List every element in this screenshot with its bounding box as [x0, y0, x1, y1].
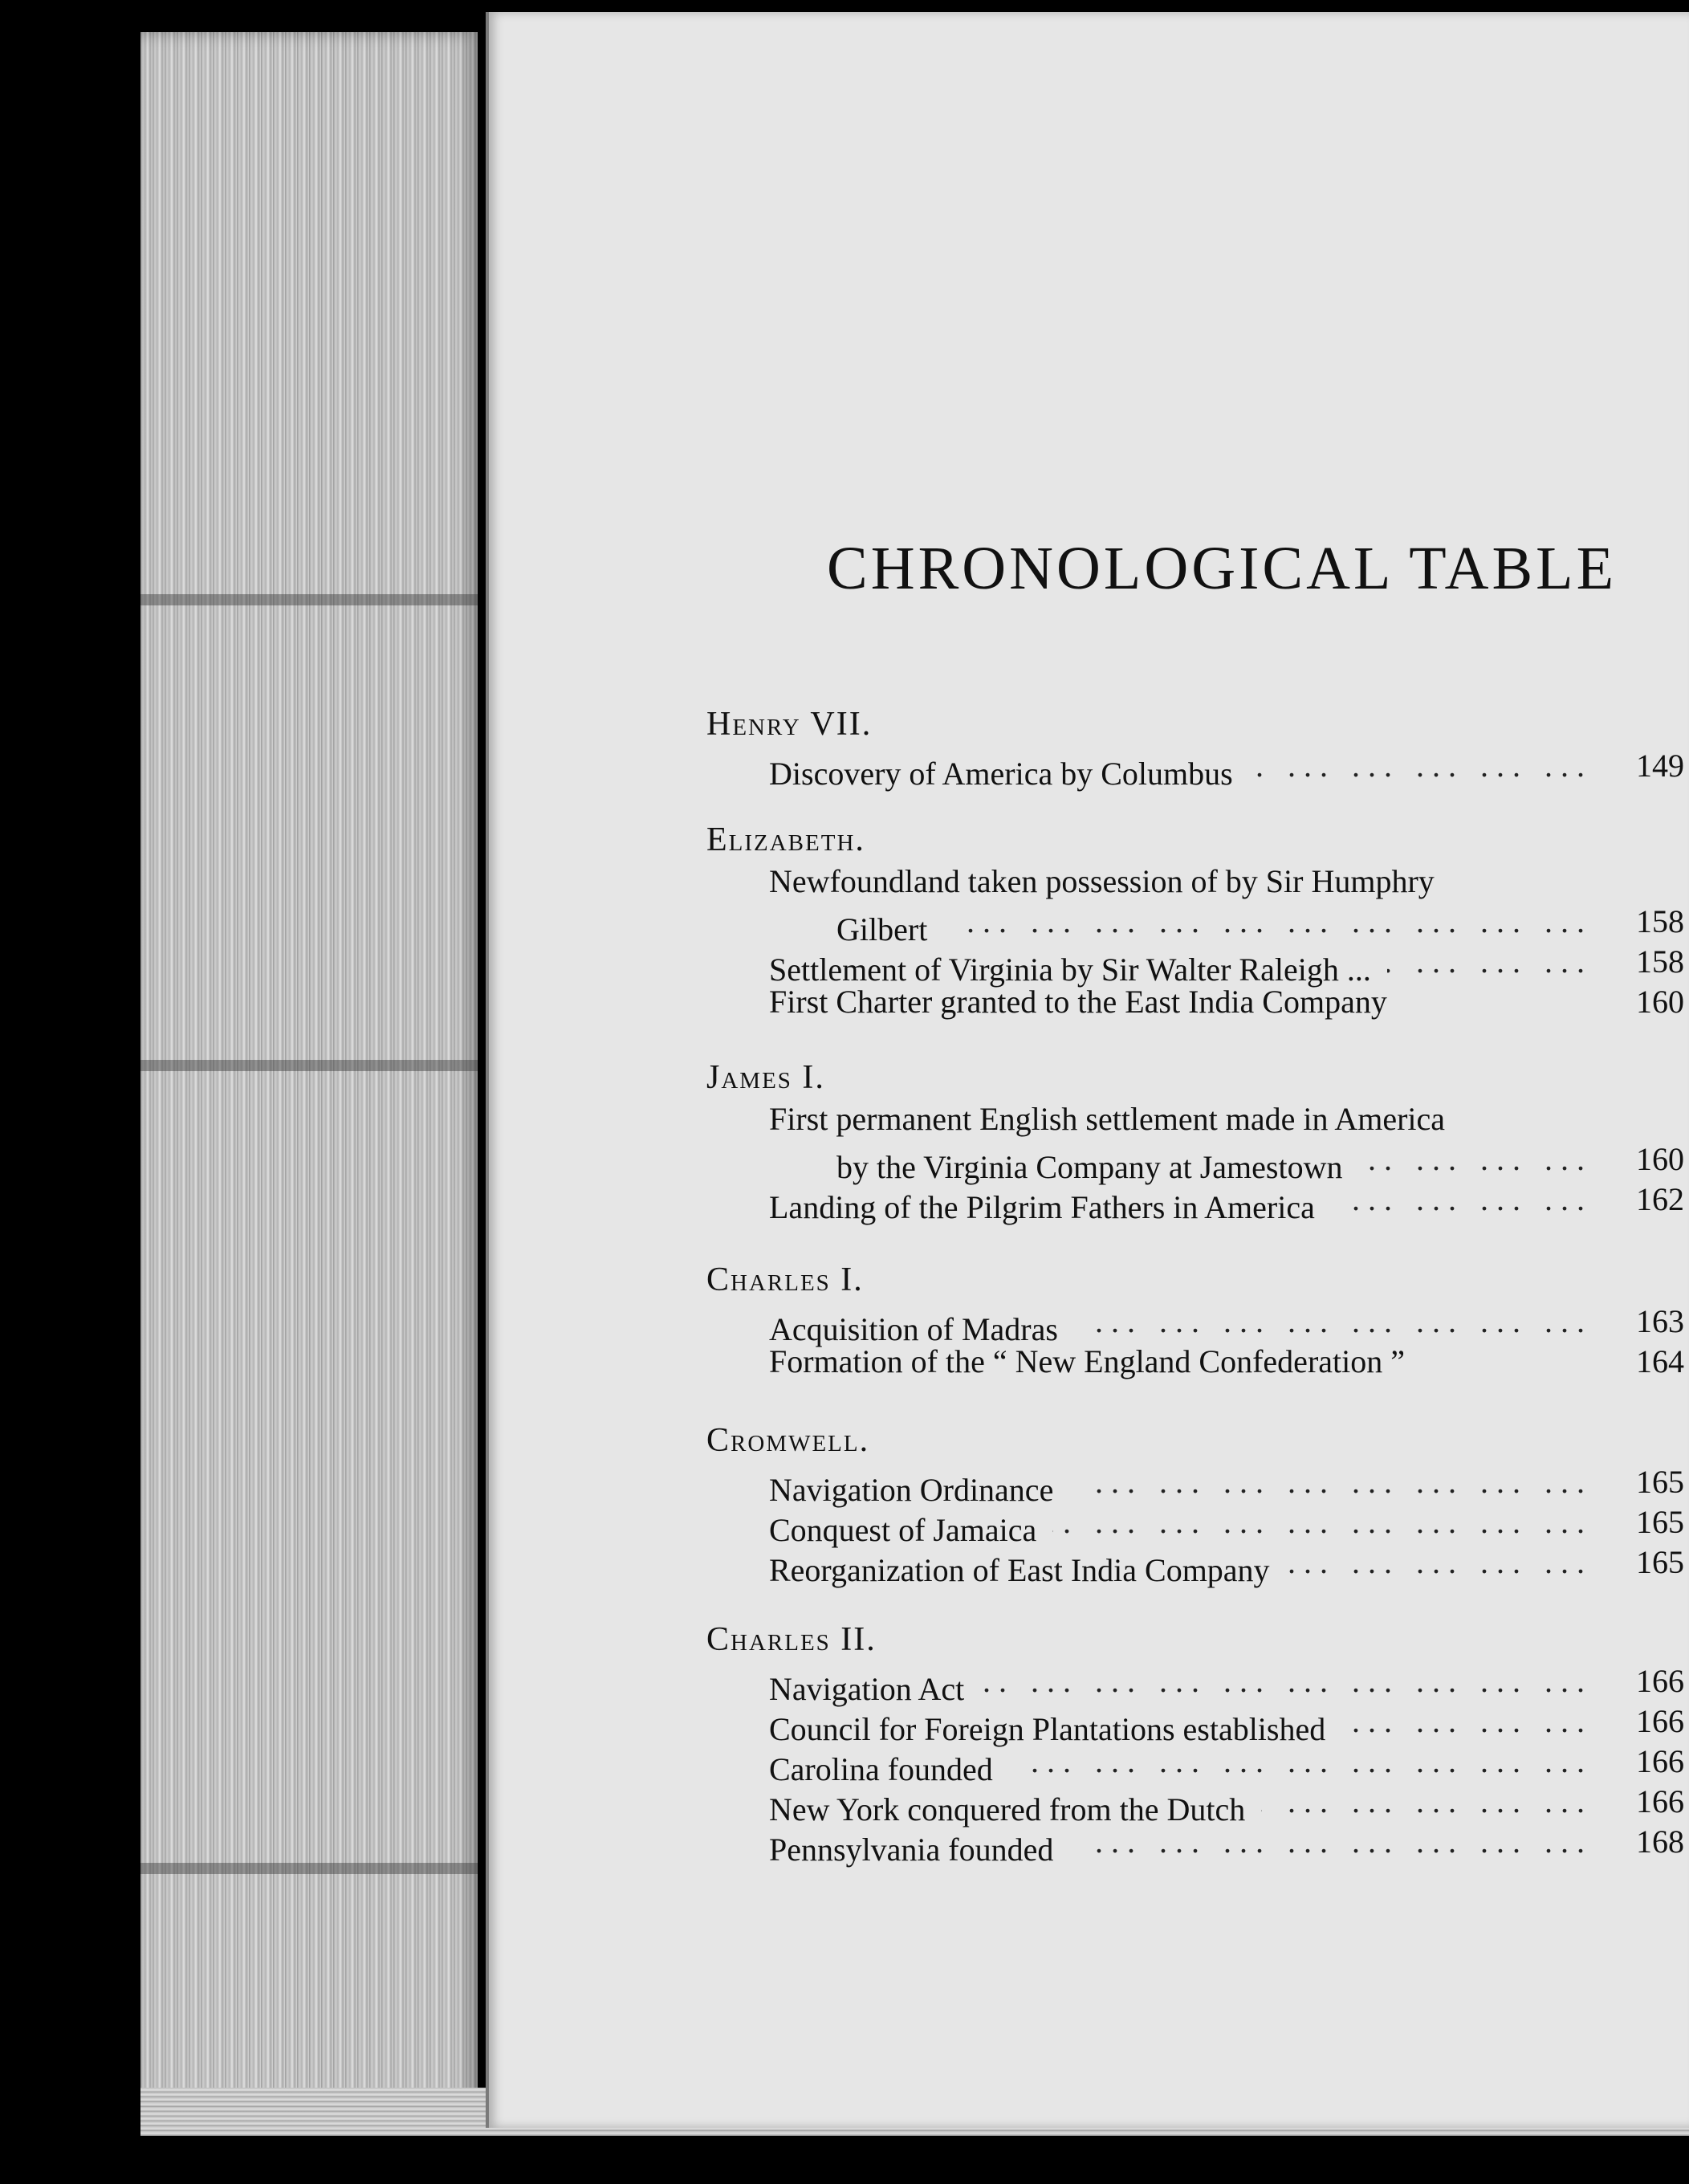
entry-text: Formation of the “ New England Confederation ” — [769, 1343, 1405, 1379]
table-entry — [769, 1783, 1604, 1828]
entry-year: 158 — [1636, 943, 1684, 980]
reign-heading: Cromwell. — [706, 1422, 870, 1459]
reign-heading: Charles II. — [706, 1621, 877, 1658]
page-title: CHRONOLOGICAL TABLE — [827, 535, 1617, 602]
entry-year: 166 — [1636, 1663, 1684, 1699]
table-entry — [769, 862, 1604, 900]
entry-year: 149 — [1636, 748, 1684, 784]
entry-year: 160 — [1636, 1141, 1684, 1177]
table-entry-continued — [836, 1140, 1604, 1186]
entry-text: Acquisition of Madras — [769, 1311, 1058, 1347]
table-entry — [769, 1823, 1604, 1868]
entry-year: 166 — [1636, 1783, 1684, 1819]
entry-text: Council for Foreign Plantations established — [769, 1711, 1326, 1747]
table-entry — [769, 1543, 1604, 1589]
reign-heading: James I. — [706, 1059, 825, 1096]
entry-text: Settlement of Virginia by Sir Walter Raleigh ... — [769, 951, 1371, 988]
entry-text: New York conquered from the Dutch — [769, 1791, 1246, 1827]
entry-text: Gilbert — [836, 911, 928, 947]
entry-year: 166 — [1636, 1743, 1684, 1779]
entry-year: 162 — [1636, 1181, 1684, 1217]
entry-year: 165 — [1636, 1544, 1684, 1580]
table-entry — [769, 1463, 1604, 1509]
entry-text: Reorganization of East India Company — [769, 1552, 1270, 1588]
entry-text: First permanent English settlement made in America — [769, 1101, 1446, 1137]
table-entry — [769, 1662, 1604, 1708]
table-entry — [769, 1343, 1604, 1380]
table-entry — [769, 943, 1604, 988]
entry-year: 168 — [1636, 1823, 1684, 1860]
reign-heading: Henry VII. — [706, 706, 873, 743]
table-entry — [769, 1503, 1604, 1549]
entry-text: Pennsylvania founded — [769, 1832, 1054, 1868]
entry-text: Landing of the Pilgrim Fathers in America — [769, 1189, 1315, 1225]
entry-year: 165 — [1636, 1464, 1684, 1500]
entry-year: 164 — [1636, 1343, 1684, 1379]
reign-heading: Elizabeth. — [706, 821, 865, 858]
reign-heading: Charles I. — [706, 1261, 864, 1298]
entry-year: 160 — [1636, 984, 1684, 1020]
table-entry — [769, 1742, 1604, 1788]
table-entry — [769, 983, 1604, 1021]
table-entry — [769, 1702, 1604, 1748]
table-entry — [769, 747, 1604, 793]
entry-year: 163 — [1636, 1303, 1684, 1339]
entry-text: by the Virginia Company at Jamestown — [836, 1149, 1343, 1185]
entry-text: Navigation Act — [769, 1671, 965, 1707]
entry-text: Carolina founded — [769, 1751, 993, 1787]
entry-text: Navigation Ordinance — [769, 1472, 1054, 1508]
table-entry — [769, 1302, 1604, 1348]
entry-text: Newfoundland taken possession of by Sir Humphry — [769, 863, 1435, 899]
entry-text: Discovery of America by Columbus — [769, 756, 1233, 792]
entry-text: First Charter granted to the East India Company — [769, 984, 1387, 1020]
table-entry — [769, 1100, 1604, 1138]
entry-year: 158 — [1636, 903, 1684, 939]
table-entry — [769, 1180, 1604, 1226]
table-entry-continued — [836, 903, 1604, 948]
entry-year: 165 — [1636, 1504, 1684, 1540]
entry-text: Conquest of Jamaica — [769, 1512, 1037, 1548]
entry-year: 166 — [1636, 1703, 1684, 1739]
